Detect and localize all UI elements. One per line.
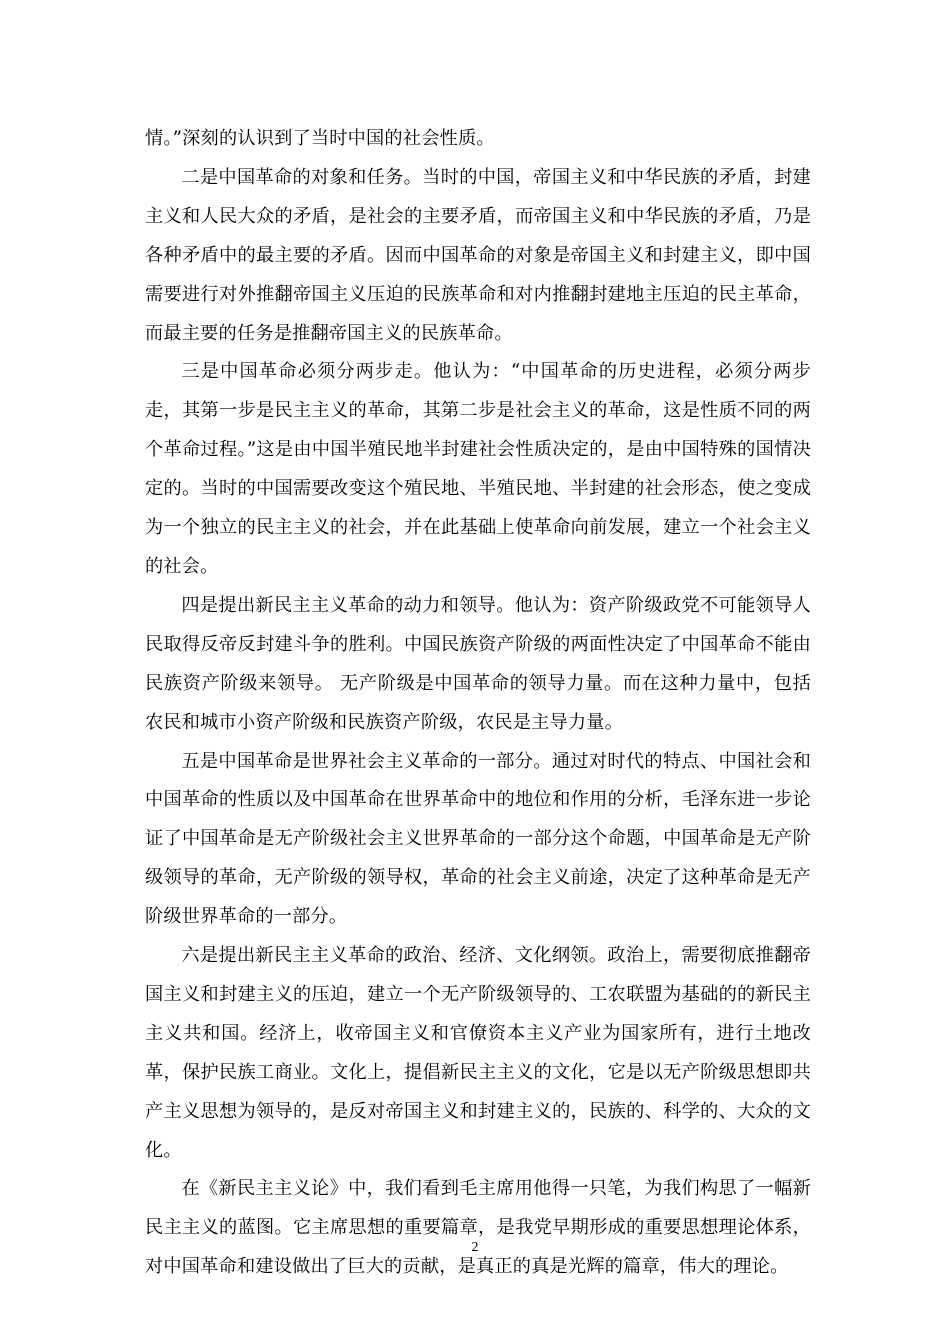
paragraph-conclusion: 在《新民主主义论》中，我们看到毛主席用他得一只笔，为我们构思了一幅新民主主义的蓝图。它主席思想的重要篇章，是我党早期形成的重要思想理论体系，对中国革命和建设做出了巨大的贡献，是真正的真是光辉的篇章，伟大的理论。 [145, 1178, 811, 1278]
document-body [145, 120, 811, 1287]
paragraph-world-revolution: 五是中国革命是世界社会主义革命的一部分。通过对时代的特点、中国社会和中国革命的性质以及中国革命在世界革命中的地位和作用的分析，毛泽东进一步论证了中国革命是无产阶级社会主义世界革命的一部分这个命题，中国革命是无产阶级领导的革命，无产阶级的领导权，革命的社会主义前途，决定了这种革命是无产阶级世界革命的一部分。 [145, 750, 811, 928]
paragraph-revolution-targets: 二是中国革命的对象和任务。当时的中国，帝国主义和中华民族的矛盾，封建主义和人民大众的矛盾，是社会的主要矛盾，而帝国主义和中华民族的矛盾，乃是各种矛盾中的最主要的矛盾。因而中国革命的对象是帝国主义和封建主义，即中国需要进行对外推翻帝国主义压迫的民族革命和对内推翻封建地主压迫的民主革命，而最主要的任务是推翻帝国主义的民族革命。 [145, 166, 811, 344]
page-number: 2 [471, 1240, 479, 1255]
paragraph-driving-force: 四是提出新民主主义革命的动力和领导。他认为：资产阶级政党不可能领导人民取得反帝反封建斗争的胜利。中国民族资产阶级的两面性决定了中国革命不能由民族资产阶级来领导。 无产阶级是中国革命的领导力量。而在这种力量中，包括农民和城市小资产阶级和民族资产阶级，农民是主导力量。 [145, 594, 811, 733]
paragraph-two-steps: 三是中国革命必须分两步走。他认为：“中国革命的历史进程，必须分两步走，其第一步是民主主义的革命，其第二步是社会主义的革命，这是性质不同的两个革命过程。”这是由中国半殖民地半封建社会性质决定的，是由中国特殊的国情决定的。当时的中国需要改变这个殖民地、半殖民地、半封建的社会形态，使之变成为一个独立的民主主义的社会，并在此基础上使革命向前发展，建立一个社会主义的社会。 [145, 361, 811, 577]
paragraph-programs: 六是提出新民主主义革命的政治、经济、文化纲领。政治上，需要彻底推翻帝国主义和封建主义的压迫，建立一个无产阶级领导的、工农联盟为基础的的新民主主义共和国。经济上，收帝国主义和官僚资本主义产业为国家所有，进行土地改革，保护民族工商业。文化上，提倡新民主主义的文化，它是以无产阶级思想即共产主义思想为领导的，是反对帝国主义和封建主义的，民族的、科学的、大众的文化。 [145, 945, 811, 1161]
paragraph-continuation: 情。”深刻的认识到了当时中国的社会性质。 [145, 128, 495, 149]
